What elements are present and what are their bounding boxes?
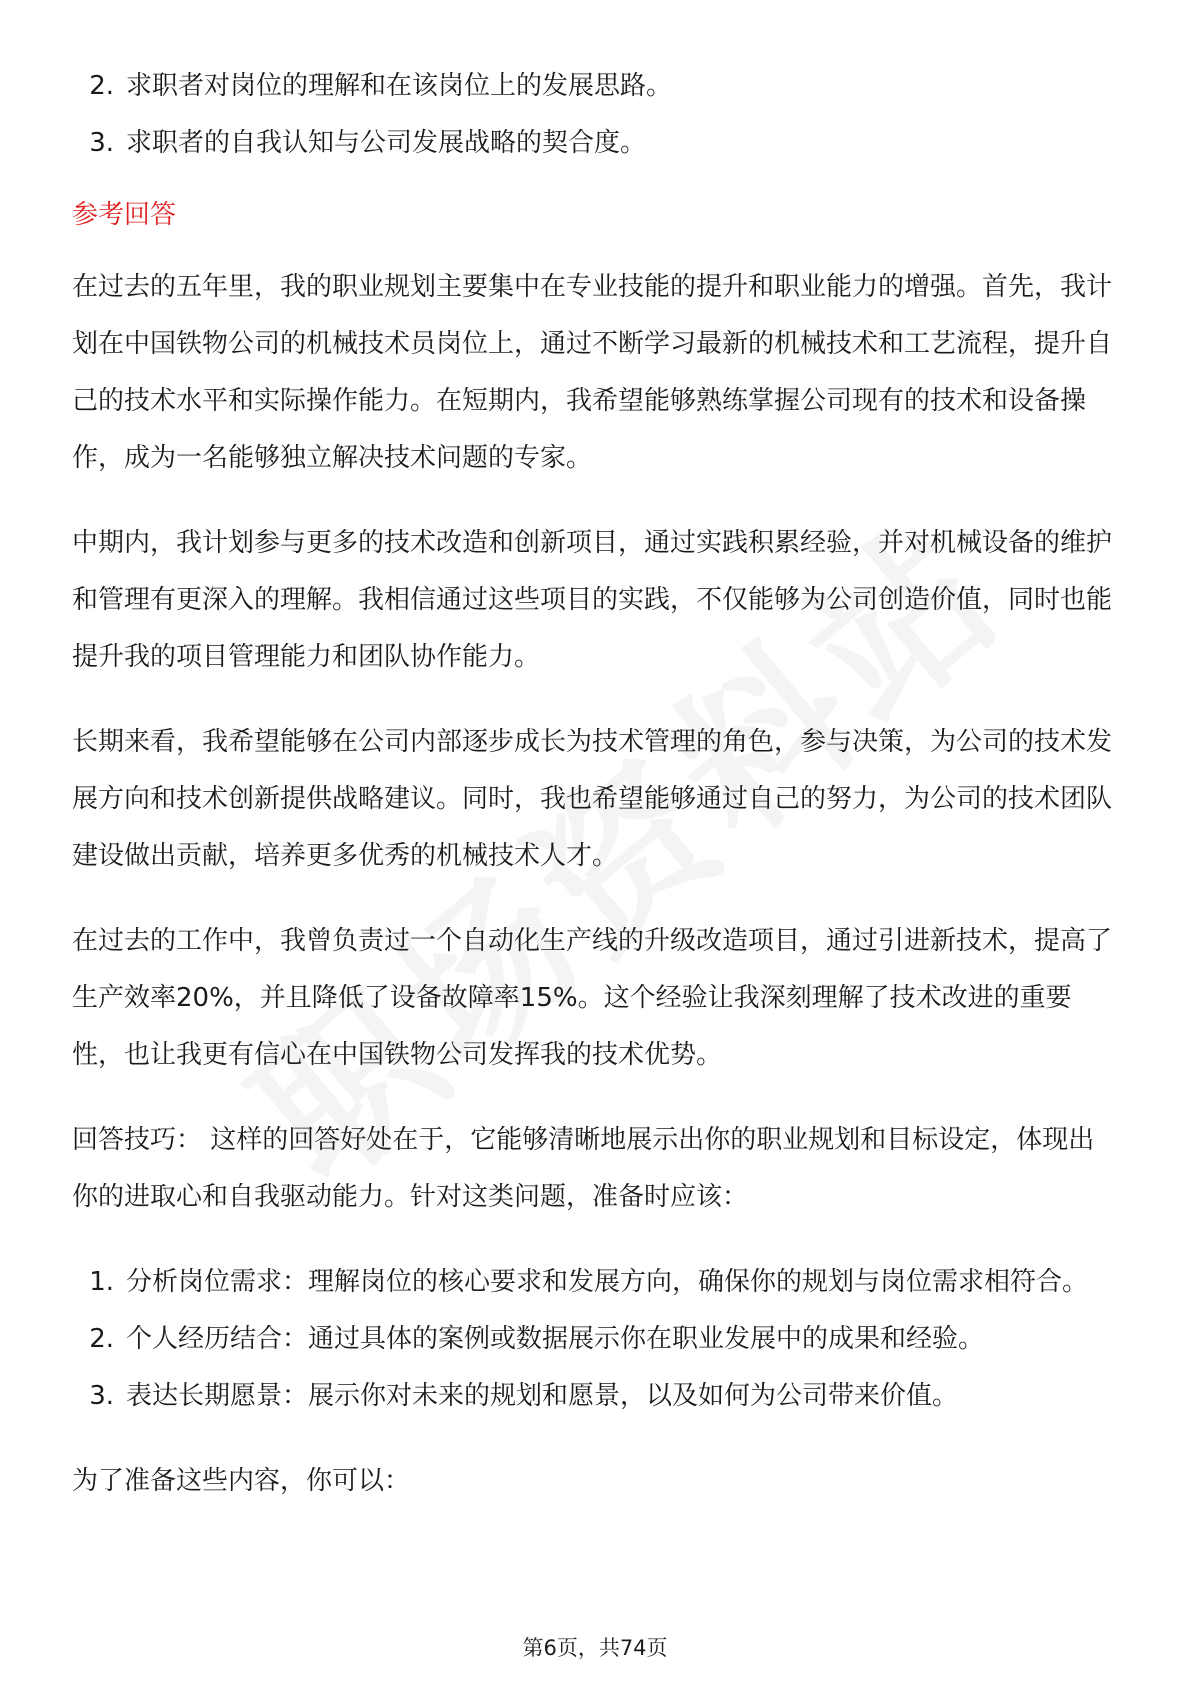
section-heading: 参考回答 — [72, 200, 177, 230]
list-item — [72, 1254, 1120, 1311]
list-text: 求职者对岗位的理解和在该岗位上的发展思路。 — [126, 71, 673, 101]
paragraph: 中期内，我计划参与更多的技术改造和创新项目，通过实践积累经验，并对机械设备的维护和管理有更深入的理解。我相信通过这些项目的实践，不仅能够为公司创造价值，同时也能提升我的项目管理能力和团队协作能力。 — [72, 528, 1113, 672]
paragraph: 长期来看，我希望能够在公司内部逐步成长为技术管理的角色，参与决策，为公司的技术发展方向和技术创新提供战略建议。同时，我也希望能够通过自己的努力，为公司的技术团队建设做出贡献，培养更多优秀的机械技术人才。 — [72, 727, 1113, 871]
list-text: 分析岗位需求：理解岗位的核心要求和发展方向，确保你的规划与岗位需求相符合。 — [126, 1267, 1089, 1297]
list-number: 3. — [89, 128, 114, 158]
tips-intro-paragraph: 回答技巧： 这样的回答好处在于，它能够清晰地展示出你的职业规划和目标设定，体现出你的进取心和自我驱动能力。针对这类问题，准备时应该： — [72, 1125, 1095, 1212]
list-number: 2. — [89, 71, 114, 101]
paragraph: 在过去的工作中，我曾负责过一个自动化生产线的升级改造项目，通过引进新技术，提高了生产效率20%，并且降低了设备故障率15%。这个经验让我深刻理解了技术改进的重要性，也让我更有信心在中国铁物公司发挥我的技术优势。 — [72, 926, 1113, 1070]
tips-list — [72, 1254, 1120, 1425]
list-text: 求职者的自我认知与公司发展战略的契合度。 — [126, 128, 647, 158]
list-number: 3. — [89, 1381, 114, 1411]
list-item — [72, 115, 1120, 172]
list-text: 表达长期愿景：展示你对未来的规划和愿景，以及如何为公司带来价值。 — [126, 1381, 959, 1411]
list-item — [72, 1311, 1120, 1368]
page-footer: 第6页，共74页 — [522, 1636, 668, 1660]
paragraph: 在过去的五年里，我的职业规划主要集中在专业技能的提升和职业能力的增强。首先，我计划在中国铁物公司的机械技术员岗位上，通过不断学习最新的机械技术和工艺流程，提升自己的技术水平和实际操作能力。在短期内，我希望能够熟练掌握公司现有的技术和设备操作，成为一名能够独立解决技术问题的专家。 — [72, 272, 1113, 473]
list-text: 个人经历结合：通过具体的案例或数据展示你在职业发展中的成果和经验。 — [126, 1324, 985, 1354]
top-list — [72, 58, 1120, 172]
list-number: 1. — [89, 1267, 114, 1297]
list-item — [72, 1368, 1120, 1425]
document-body — [72, 58, 1120, 1510]
closing-paragraph: 为了准备这些内容，你可以： — [72, 1466, 411, 1496]
list-number: 2. — [89, 1324, 114, 1354]
list-item — [72, 58, 1120, 115]
